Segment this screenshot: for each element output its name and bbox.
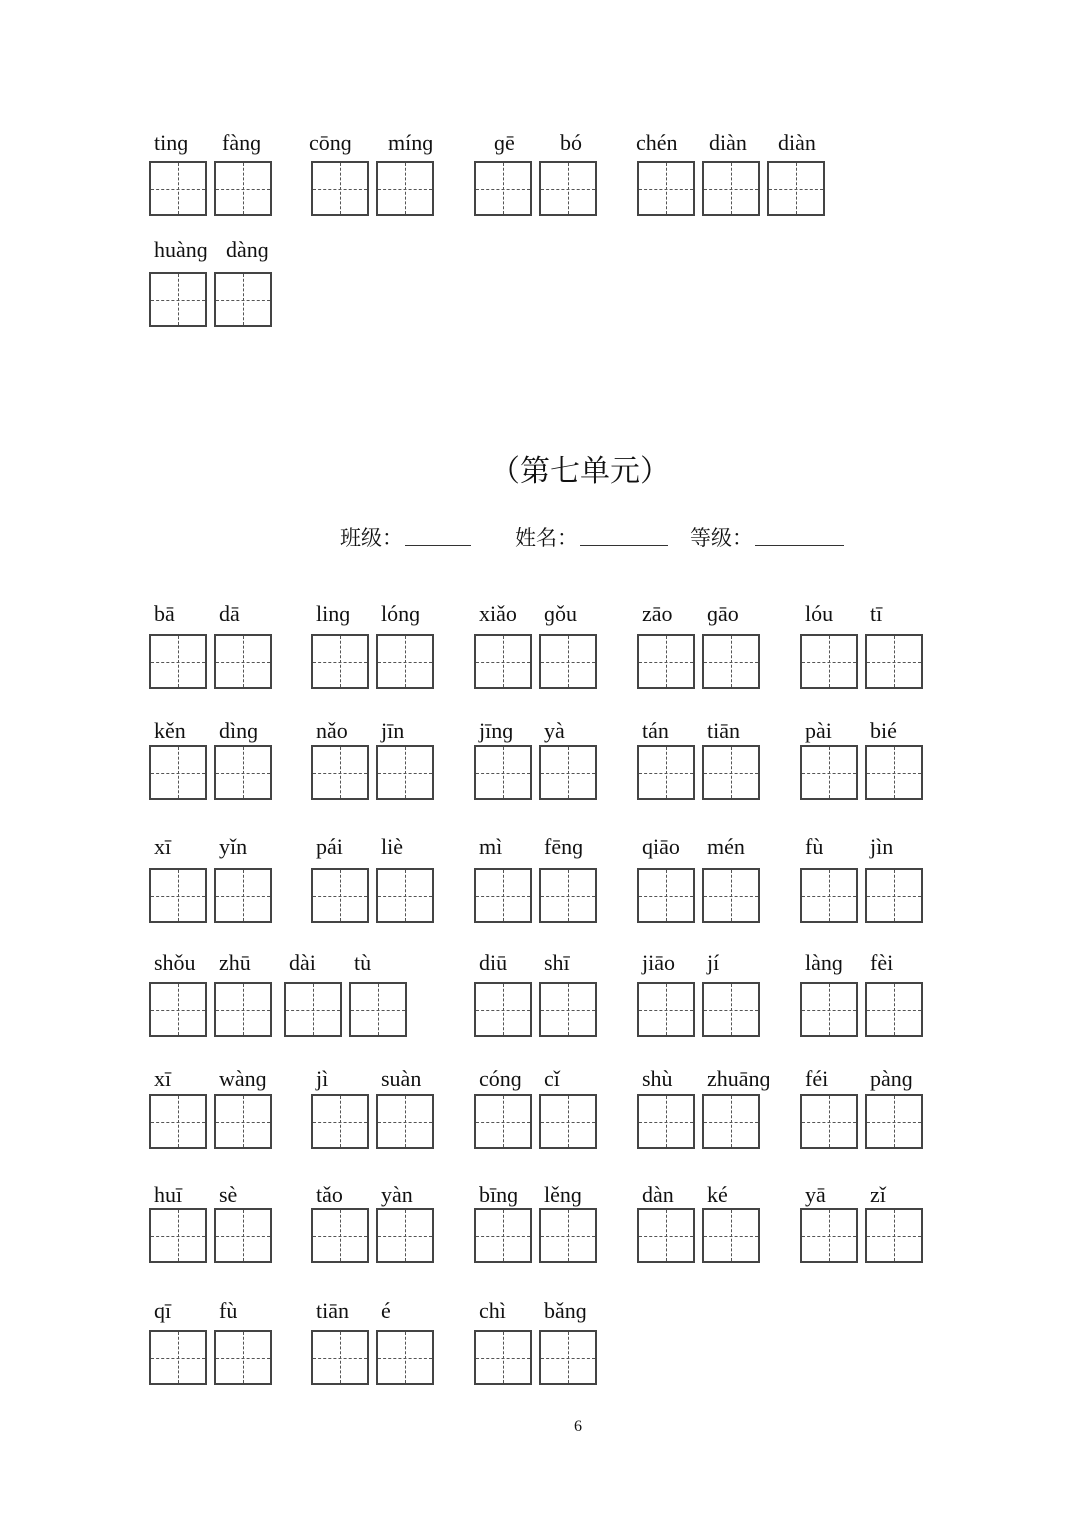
writing-grid-box[interactable]: [702, 745, 760, 800]
pinyin-label: mén: [707, 834, 745, 859]
pinyin-label: zǐ: [870, 1182, 886, 1207]
writing-grid-box[interactable]: [865, 634, 923, 689]
writing-grid-box[interactable]: [474, 1094, 532, 1149]
writing-grid-box[interactable]: [539, 1330, 597, 1385]
pinyin-label: pànɡ: [870, 1066, 913, 1091]
writing-grid-box[interactable]: [865, 982, 923, 1037]
writing-grid-box[interactable]: [376, 1094, 434, 1149]
writing-grid-box[interactable]: [702, 1208, 760, 1263]
pinyin-label: bīnɡ: [479, 1182, 519, 1207]
writing-grid-box[interactable]: [376, 1208, 434, 1263]
page-number: 6: [574, 1418, 582, 1435]
pinyin-label: xiǎo: [479, 601, 517, 626]
writing-grid-box[interactable]: [474, 745, 532, 800]
writing-grid-box[interactable]: [800, 745, 858, 800]
pinyin-label: shǒu: [154, 950, 196, 975]
writing-grid-box[interactable]: [376, 745, 434, 800]
writing-grid-box[interactable]: [865, 745, 923, 800]
writing-grid-box[interactable]: [637, 982, 695, 1037]
pinyin-label: dàn: [642, 1182, 674, 1207]
writing-grid-box[interactable]: [474, 982, 532, 1037]
pinyin-label: zhū: [219, 950, 251, 975]
pinyin-label: tǎo: [316, 1182, 343, 1207]
pinyin-label: jì: [316, 1066, 329, 1091]
pinyin-label: yà: [544, 718, 565, 743]
writing-grid-box[interactable]: [637, 1094, 695, 1149]
pinyin-label: diū: [479, 950, 508, 975]
pinyin-label: jīn: [381, 718, 405, 743]
writing-grid-box[interactable]: [311, 868, 369, 923]
writing-grid-box[interactable]: [149, 161, 207, 216]
writing-grid-box[interactable]: [149, 1330, 207, 1385]
pinyin-label: shī: [544, 950, 570, 975]
writing-grid-box[interactable]: [149, 634, 207, 689]
unit-title: （第七单元）: [490, 455, 670, 488]
class-label: 班级：: [340, 526, 403, 550]
pinyin-label: fèi: [870, 950, 894, 975]
writing-grid-box[interactable]: [800, 1208, 858, 1263]
pinyin-label: yàn: [381, 1182, 413, 1207]
pinyin-label: cónɡ: [479, 1066, 522, 1091]
pinyin-label: bié: [870, 718, 897, 743]
writing-grid-box[interactable]: [702, 634, 760, 689]
writing-grid-box[interactable]: [637, 161, 695, 216]
pinyin-label: é: [381, 1298, 391, 1323]
pinyin-label: huànɡ: [154, 237, 208, 262]
grade-blank[interactable]: [755, 545, 844, 546]
writing-grid-box[interactable]: [349, 982, 407, 1037]
pinyin-label: wànɡ: [219, 1066, 267, 1091]
pinyin-label: dànɡ: [226, 237, 269, 262]
pinyin-label: shù: [642, 1066, 673, 1091]
pinyin-label: bó: [560, 130, 582, 155]
pinyin-label: jí: [707, 950, 720, 975]
pinyin-label: cōnɡ: [309, 130, 352, 155]
writing-grid-box[interactable]: [149, 272, 207, 327]
writing-grid-box[interactable]: [214, 272, 272, 327]
pinyin-label: ɡāo: [707, 601, 739, 626]
name-label: 姓名：: [515, 526, 578, 550]
writing-grid-box[interactable]: [149, 982, 207, 1037]
writing-grid-box[interactable]: [376, 634, 434, 689]
pinyin-label: xī: [154, 1066, 172, 1091]
pinyin-label: nǎo: [316, 718, 348, 743]
pinyin-label: féi: [805, 1066, 829, 1091]
writing-grid-box[interactable]: [702, 1094, 760, 1149]
writing-grid-box[interactable]: [865, 1094, 923, 1149]
writing-grid-box[interactable]: [149, 1094, 207, 1149]
pinyin-label: diàn: [778, 130, 816, 155]
writing-grid-box[interactable]: [149, 1208, 207, 1263]
pinyin-label: fànɡ: [222, 130, 262, 155]
pinyin-label: tinɡ: [154, 130, 189, 155]
pinyin-label: chì: [479, 1298, 506, 1323]
writing-grid-box[interactable]: [865, 1208, 923, 1263]
writing-grid-box[interactable]: [800, 634, 858, 689]
pinyin-label: dā: [219, 601, 240, 626]
grade-label: 等级：: [690, 526, 753, 550]
writing-grid-box[interactable]: [637, 1208, 695, 1263]
pinyin-label: mì: [479, 834, 503, 859]
writing-grid-box[interactable]: [214, 161, 272, 216]
writing-grid-box[interactable]: [702, 982, 760, 1037]
writing-grid-box[interactable]: [800, 982, 858, 1037]
pinyin-label: pài: [805, 718, 832, 743]
pinyin-label: huī: [154, 1182, 183, 1207]
pinyin-label: ɡē: [494, 130, 515, 155]
writing-grid-box[interactable]: [376, 868, 434, 923]
writing-grid-box[interactable]: [539, 982, 597, 1037]
pinyin-label: tù: [354, 950, 372, 975]
pinyin-label: kěn: [154, 718, 186, 743]
pinyin-label: pái: [316, 834, 343, 859]
writing-grid-box[interactable]: [474, 634, 532, 689]
writing-grid-box[interactable]: [474, 1330, 532, 1385]
writing-grid-box[interactable]: [214, 1330, 272, 1385]
pinyin-label: ɡǒu: [544, 601, 577, 626]
writing-grid-box[interactable]: [539, 1208, 597, 1263]
writing-grid-box[interactable]: [214, 1208, 272, 1263]
writing-grid-box[interactable]: [539, 161, 597, 216]
pinyin-label: fēnɡ: [544, 834, 584, 859]
writing-grid-box[interactable]: [214, 745, 272, 800]
pinyin-label: lěnɡ: [544, 1182, 582, 1207]
writing-grid-box[interactable]: [474, 161, 532, 216]
pinyin-label: fù: [805, 834, 824, 859]
pinyin-label: jìn: [870, 834, 894, 859]
pinyin-label: linɡ: [316, 601, 351, 626]
writing-grid-box[interactable]: [702, 161, 760, 216]
pinyin-label: yā: [805, 1182, 826, 1207]
pinyin-label: bā: [154, 601, 175, 626]
pinyin-label: liè: [381, 834, 403, 859]
pinyin-label: qiāo: [642, 834, 680, 859]
name-blank[interactable]: [580, 545, 668, 546]
pinyin-label: bǎnɡ: [544, 1298, 587, 1323]
pinyin-label: tī: [870, 601, 883, 626]
writing-grid-box[interactable]: [637, 745, 695, 800]
pinyin-label: tiān: [707, 718, 740, 743]
writing-grid-box[interactable]: [539, 1094, 597, 1149]
writing-grid-box[interactable]: [311, 745, 369, 800]
pinyin-label: tán: [642, 718, 669, 743]
pinyin-label: lónɡ: [381, 601, 421, 626]
writing-grid-box[interactable]: [311, 1208, 369, 1263]
writing-grid-box[interactable]: [800, 868, 858, 923]
writing-grid-box[interactable]: [214, 982, 272, 1037]
writing-grid-box[interactable]: [474, 868, 532, 923]
pinyin-label: cǐ: [544, 1066, 560, 1091]
pinyin-label: jiāo: [642, 950, 675, 975]
pinyin-label: jīnɡ: [479, 718, 514, 743]
pinyin-label: tiān: [316, 1298, 349, 1323]
pinyin-label: qī: [154, 1298, 172, 1323]
pinyin-label: lànɡ: [805, 950, 843, 975]
writing-grid-box[interactable]: [474, 1208, 532, 1263]
writing-grid-box[interactable]: [149, 868, 207, 923]
writing-grid-box[interactable]: [376, 1330, 434, 1385]
pinyin-label: suàn: [381, 1066, 422, 1091]
pinyin-label: sè: [219, 1182, 238, 1207]
writing-grid-box[interactable]: [376, 161, 434, 216]
writing-grid-box[interactable]: [800, 1094, 858, 1149]
writing-grid-box[interactable]: [311, 1094, 369, 1149]
writing-grid-box[interactable]: [214, 868, 272, 923]
writing-grid-box[interactable]: [702, 868, 760, 923]
pinyin-label: yǐn: [219, 834, 248, 859]
writing-grid-box[interactable]: [865, 868, 923, 923]
pinyin-label: diàn: [709, 130, 747, 155]
class-blank[interactable]: [405, 545, 471, 546]
pinyin-label: xī: [154, 834, 172, 859]
pinyin-label: ké: [707, 1182, 728, 1207]
pinyin-label: zāo: [642, 601, 673, 626]
writing-grid-box[interactable]: [214, 1094, 272, 1149]
writing-grid-box[interactable]: [637, 868, 695, 923]
pinyin-label: fù: [219, 1298, 238, 1323]
pinyin-label: mínɡ: [388, 130, 434, 155]
pinyin-label: zhuānɡ: [707, 1066, 771, 1091]
writing-grid-box[interactable]: [284, 982, 342, 1037]
writing-grid-box[interactable]: [311, 1330, 369, 1385]
pinyin-label: chén: [636, 130, 678, 155]
writing-grid-box[interactable]: [767, 161, 825, 216]
pinyin-label: dài: [289, 950, 316, 975]
writing-grid-box[interactable]: [311, 161, 369, 216]
writing-grid-box[interactable]: [149, 745, 207, 800]
pinyin-label: dìnɡ: [219, 718, 259, 743]
writing-grid-box[interactable]: [539, 868, 597, 923]
writing-grid-box[interactable]: [539, 634, 597, 689]
writing-grid-box[interactable]: [637, 634, 695, 689]
pinyin-label: lóu: [805, 601, 834, 626]
writing-grid-box[interactable]: [539, 745, 597, 800]
writing-grid-box[interactable]: [311, 634, 369, 689]
writing-grid-box[interactable]: [214, 634, 272, 689]
